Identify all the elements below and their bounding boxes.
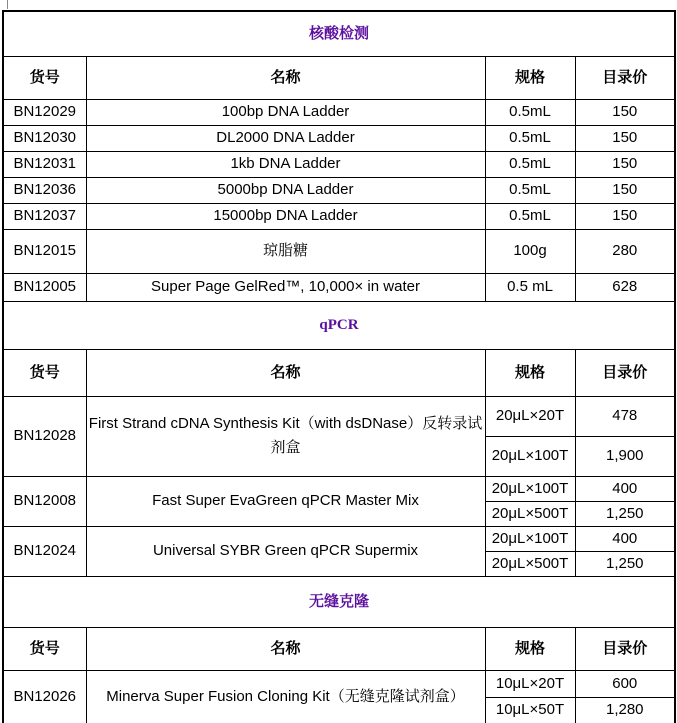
cell-name: 100bp DNA Ladder — [86, 99, 485, 125]
cell-name: 15000bp DNA Ladder — [86, 203, 485, 229]
table-row — [3, 670, 675, 697]
table-row — [3, 526, 675, 551]
section-heading-row — [3, 11, 675, 56]
cell-code: BN12024 — [3, 526, 86, 576]
header-name: 名称 — [86, 627, 485, 670]
table-row — [3, 203, 675, 229]
cell-price: 150 — [575, 125, 675, 151]
table-row — [3, 151, 675, 177]
cell-price: 600 — [575, 670, 675, 697]
cell-price: 150 — [575, 99, 675, 125]
cell-price: 628 — [575, 273, 675, 301]
cell-spec: 0.5mL — [485, 177, 575, 203]
cell-name: 5000bp DNA Ladder — [86, 177, 485, 203]
cell-code: BN12005 — [3, 273, 86, 301]
header-price: 目录价 — [575, 627, 675, 670]
cell-spec: 0.5mL — [485, 99, 575, 125]
section-heading-row — [3, 576, 675, 627]
cell-spec: 20μL×100T — [485, 526, 575, 551]
header-price: 目录价 — [575, 56, 675, 99]
cell-name: Fast Super EvaGreen qPCR Master Mix — [86, 476, 485, 526]
cell-spec: 0.5mL — [485, 125, 575, 151]
cell-code: BN12026 — [3, 670, 86, 723]
header-price: 目录价 — [575, 349, 675, 396]
cell-name: First Strand cDNA Synthesis Kit（with dsDNase）反转录试剂盒 — [86, 396, 485, 476]
header-code: 货号 — [3, 56, 86, 99]
cell-price: 150 — [575, 151, 675, 177]
cell-price: 400 — [575, 526, 675, 551]
cell-price: 1,250 — [575, 551, 675, 576]
cell-price: 1,280 — [575, 697, 675, 723]
table-row — [3, 177, 675, 203]
cell-code: BN12031 — [3, 151, 86, 177]
cell-spec: 20μL×500T — [485, 501, 575, 526]
cell-name: Super Page GelRed™, 10,000× in water — [86, 273, 485, 301]
cell-spec: 20μL×500T — [485, 551, 575, 576]
cursor-artifact — [7, 0, 8, 9]
cell-name: Minerva Super Fusion Cloning Kit（无缝克隆试剂盒） — [86, 670, 485, 723]
table-row — [3, 476, 675, 501]
cell-code: BN12029 — [3, 99, 86, 125]
header-spec: 规格 — [485, 349, 575, 396]
table-row — [3, 229, 675, 273]
table-row — [3, 273, 675, 301]
table-row — [3, 396, 675, 436]
cell-price: 478 — [575, 396, 675, 436]
section-title-seamless-cloning: 无缝克隆 — [3, 576, 675, 627]
product-catalog-table — [2, 10, 676, 723]
section-heading-row — [3, 301, 675, 349]
cell-price: 150 — [575, 203, 675, 229]
cell-price: 1,250 — [575, 501, 675, 526]
cell-spec: 100g — [485, 229, 575, 273]
table-row — [3, 99, 675, 125]
cell-price: 150 — [575, 177, 675, 203]
cell-code: BN12036 — [3, 177, 86, 203]
header-spec: 规格 — [485, 56, 575, 99]
section-title-qpcr: qPCR — [3, 301, 675, 349]
header-code: 货号 — [3, 349, 86, 396]
cell-code: BN12030 — [3, 125, 86, 151]
header-spec: 规格 — [485, 627, 575, 670]
cell-spec: 0.5 mL — [485, 273, 575, 301]
cell-price: 1,900 — [575, 436, 675, 476]
column-header-row — [3, 349, 675, 396]
cell-code: BN12028 — [3, 396, 86, 476]
cell-name: DL2000 DNA Ladder — [86, 125, 485, 151]
cell-name: 琼脂糖 — [86, 229, 485, 273]
cell-code: BN12008 — [3, 476, 86, 526]
cell-price: 400 — [575, 476, 675, 501]
cell-spec: 10μL×20T — [485, 670, 575, 697]
cell-name: 1kb DNA Ladder — [86, 151, 485, 177]
cell-spec: 20μL×100T — [485, 476, 575, 501]
cell-spec: 20μL×100T — [485, 436, 575, 476]
cell-spec: 10μL×50T — [485, 697, 575, 723]
header-name: 名称 — [86, 56, 485, 99]
cell-name: Universal SYBR Green qPCR Supermix — [86, 526, 485, 576]
cell-code: BN12037 — [3, 203, 86, 229]
cell-spec: 20μL×20T — [485, 396, 575, 436]
table-row — [3, 125, 675, 151]
cell-spec: 0.5mL — [485, 151, 575, 177]
cell-spec: 0.5mL — [485, 203, 575, 229]
cell-code: BN12015 — [3, 229, 86, 273]
column-header-row — [3, 56, 675, 99]
cell-price: 280 — [575, 229, 675, 273]
header-name: 名称 — [86, 349, 485, 396]
section-title-nucleic-acid: 核酸检测 — [3, 11, 675, 56]
column-header-row — [3, 627, 675, 670]
header-code: 货号 — [3, 627, 86, 670]
